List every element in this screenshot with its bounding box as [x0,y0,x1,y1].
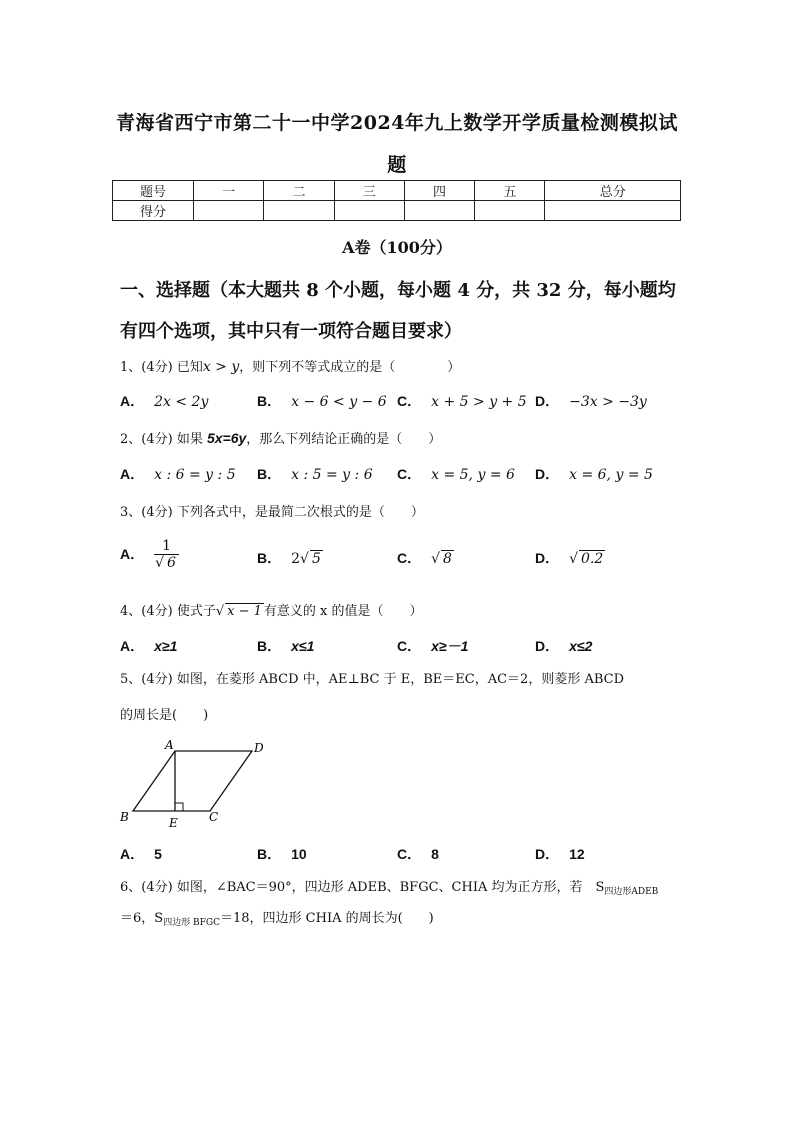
score-input-cell[interactable] [194,201,264,221]
option-text: x − 6 < y − 6 [291,394,387,410]
option-text: 2x < 2y [154,394,209,410]
question-4-option-b[interactable] [257,636,314,656]
option-label: B． [257,846,282,862]
option-label: D． [535,846,560,862]
radicand: 8 [443,551,452,567]
score-header-cell: 五 [475,181,545,201]
radical-sign-icon: √ [300,551,309,567]
option-text: x = 6, y = 5 [569,467,653,483]
question-6-stem-line1 [120,876,690,897]
option-text: x + 5 > y + 5 [431,394,527,410]
option-label: A． [120,846,145,862]
question-1-option-a[interactable] [120,391,208,411]
question-6-text-1: 6、(4分) 如图，∠BAC＝90°，四边形 ADEB、BFGC、CHIA 均为正方形，若 S [120,880,605,895]
score-input-cell[interactable] [264,201,334,221]
option-label: C． [397,550,422,566]
fraction-numerator: 1 [162,538,171,554]
option-label: C． [397,466,422,482]
question-1-option-c[interactable] [397,391,527,411]
document-title-line1: 青海省西宁市第二十一中学2024年九上数学开学质量检测模拟试 [116,112,678,134]
score-header-cell: 四 [404,181,474,201]
option-label: B． [257,466,282,482]
score-table-header-row [113,181,681,201]
option-label: A． [120,393,145,409]
question-2-option-c[interactable] [397,464,515,484]
question-3-option-c[interactable] [397,548,454,568]
question-3-option-a[interactable] [120,538,179,571]
option-text: x : 5 = y : 6 [291,467,373,483]
question-4-radicand: x − 1 [227,604,262,619]
option-text: x = 5, y = 6 [431,467,515,483]
question-5-option-c[interactable] [397,844,439,864]
volume-title: A卷（100分） [342,238,452,257]
option-label: C． [397,393,422,409]
radical-coefficient: 2 [291,551,301,567]
question-2-option-b[interactable] [257,464,373,484]
option-label: A． [120,466,145,482]
option-label: D． [535,550,560,566]
rhombus-outline [133,751,252,811]
question-2-option-d[interactable] [535,464,653,484]
question-4-prefix: 4、(4分) 使式子 [120,604,216,619]
question-4-option-c[interactable] [397,636,468,656]
option-label: D． [535,393,560,409]
section-heading-line1: 一、选择题（本大题共 8 个小题，每小题 4 分，共 32 分，每小题均 [120,280,676,301]
question-6-text-3: ＝18，四边形 CHIA 的周长为( ) [219,911,434,926]
option-label: B． [257,550,282,566]
question-2-option-a[interactable] [120,464,236,484]
option-text: 10 [291,846,307,862]
score-table [112,180,681,221]
question-2-suffix: ，那么下列结论正确的是（ ） [246,432,442,447]
document-title-line2: 题 [387,154,407,176]
radical-sign-icon: √ [431,551,441,567]
question-3-option-b[interactable] [257,548,323,568]
score-input-cell[interactable] [334,201,404,221]
question-5-option-a[interactable] [120,844,162,864]
question-4-option-a[interactable] [120,636,177,656]
point-label-e: E [169,816,178,830]
option-label: B． [257,638,282,654]
score-header-cell: 三 [334,181,404,201]
option-label: C． [397,846,422,862]
question-5-option-d[interactable] [535,844,585,864]
question-4-suffix: 有意义的 x 的值是（ ） [263,604,423,619]
section-heading-line2: 有四个选项，其中只有一项符合题目要求） [120,321,462,342]
option-label: A． [120,638,145,654]
question-1-suffix: ，则下列不等式成立的是（ ） [239,360,461,375]
option-label: A． [120,545,145,562]
fraction-denominator: 6 [167,555,176,571]
question-5-stem-line2: 的周长是( ) [120,708,209,723]
question-1-math: x > y [202,359,240,375]
option-text: x≥1 [154,638,178,654]
rhombus-figure [112,735,282,830]
vertex-label-c: C [209,810,219,824]
option-label: C． [397,638,422,654]
score-table-score-row [113,201,681,221]
score-input-cell[interactable] [404,201,474,221]
option-text: x : 6 = y : 5 [154,467,236,483]
vertex-label-a: A [165,738,174,752]
question-6-text-2: ＝6，S [120,911,164,926]
question-3-option-d[interactable] [535,548,605,568]
option-label: D． [535,466,560,482]
option-text: x≥－1 [431,638,469,654]
right-angle-mark [175,803,183,811]
score-header-cell: 题号 [113,181,194,201]
score-row-label: 得分 [113,201,194,221]
question-1-option-b[interactable] [257,391,387,411]
vertex-label-b: B [120,810,129,824]
radicand: 0.2 [581,551,604,567]
question-6-stem-line2 [120,907,434,928]
question-2-stem [120,428,441,447]
question-3-stem: 3、(4分) 下列各式中，是最简二次根式的是（ ） [120,505,424,520]
question-1-stem [120,356,460,375]
score-header-cell: 总分 [545,181,681,201]
question-1-prefix: 1、(4分) 已知 [120,360,203,375]
score-input-cell[interactable] [545,201,681,221]
radical-sign-icon: √ [155,555,165,571]
option-label: B． [257,393,282,409]
option-label: D． [535,638,560,654]
score-header-cell: 一 [194,181,264,201]
question-6-subscript-2: 四边形 BFGC [163,918,220,928]
question-5-stem-line1: 5、(4分) 如图，在菱形 ABCD 中，AE⊥BC 于 E，BE＝EC，AC＝2，则菱形 ABCD [120,672,625,687]
question-5-option-b[interactable] [257,844,307,864]
radical-sign-icon: √ [215,604,225,619]
option-text: x≤2 [569,638,593,654]
fraction [154,538,179,571]
question-4-option-d[interactable] [535,636,592,656]
score-input-cell[interactable] [475,201,545,221]
option-text: x≤1 [291,638,315,654]
option-text: 5 [154,846,162,862]
question-2-math: 5x=6y [206,430,247,446]
radicand: 5 [311,551,321,567]
option-text: −3x > −3y [569,394,647,410]
question-4-stem [120,600,423,619]
question-6-subscript-1: 四边形ADEB [604,887,659,897]
question-2-prefix: 2、(4分) 如果 [120,432,207,447]
option-text: 8 [431,846,439,862]
score-header-cell: 二 [264,181,334,201]
vertex-label-d: D [254,741,264,755]
radical-sign-icon: √ [569,551,579,567]
option-text: 12 [569,846,585,862]
question-1-option-d[interactable] [535,391,647,411]
